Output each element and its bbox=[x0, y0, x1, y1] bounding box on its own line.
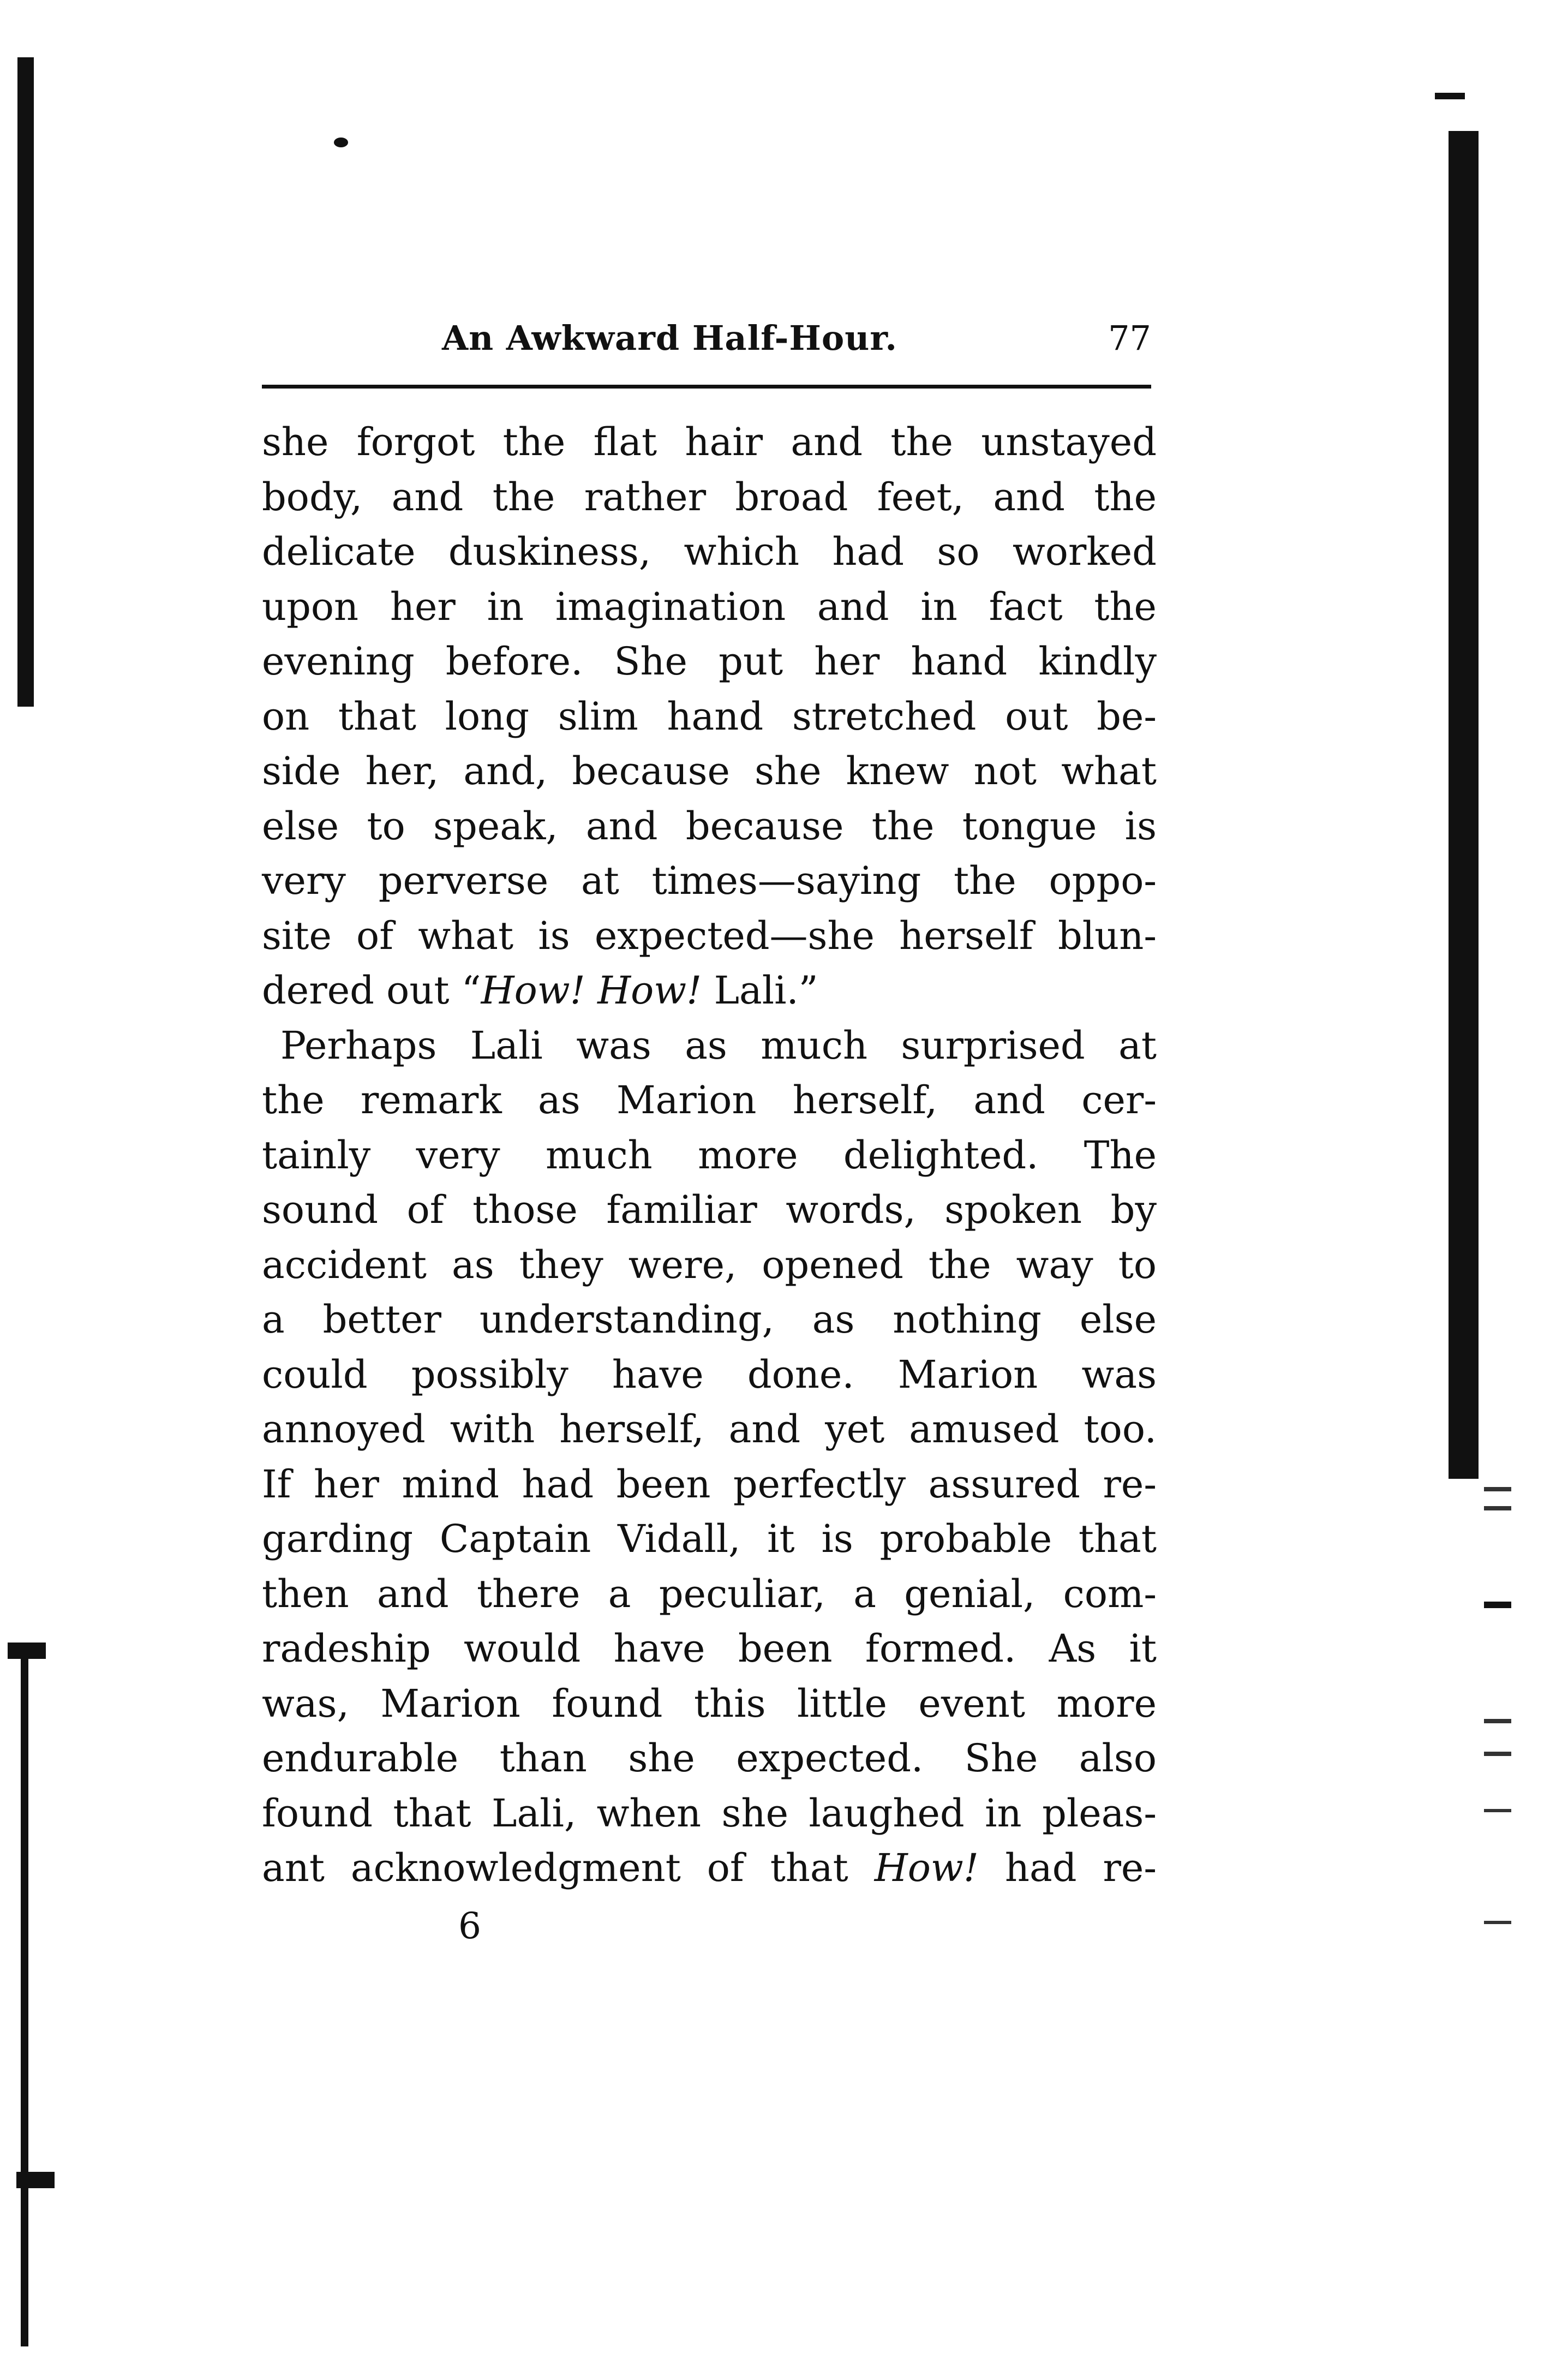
text-line: If her mind had been perfectly assured re- bbox=[262, 1461, 1157, 1507]
text-line: site of what is expected—she herself blun- bbox=[262, 913, 1157, 958]
text-line: a better understanding, as nothing else bbox=[262, 1297, 1157, 1342]
text-line: could possibly have done. Marion was bbox=[262, 1352, 1157, 1397]
italic-quotation: How! How! bbox=[481, 968, 702, 1013]
text-line: then and there a peculiar, a genial, com- bbox=[262, 1571, 1157, 1616]
text-line: endurable than she expected. She also bbox=[262, 1736, 1157, 1781]
right-margin-scan-dash bbox=[1484, 1752, 1511, 1756]
text-segment: dered out “ bbox=[262, 968, 481, 1013]
text-line bbox=[262, 1841, 1157, 1896]
running-head bbox=[262, 311, 1151, 371]
right-margin-scan-dash bbox=[1484, 1921, 1511, 1924]
text-line: accident as they were, opened the way to bbox=[262, 1242, 1157, 1287]
right-margin-scan-bar bbox=[1449, 131, 1479, 1479]
text-line: side her, and, because she knew not what bbox=[262, 749, 1157, 793]
text-line: annoyed with herself, and yet amused too. bbox=[262, 1407, 1157, 1452]
left-margin-scan-bar-lower bbox=[21, 1643, 28, 2346]
paragraph bbox=[262, 1018, 1157, 1896]
paragraph bbox=[262, 415, 1157, 1018]
text-line bbox=[262, 963, 1157, 1018]
text-segment: Lali.” bbox=[702, 968, 818, 1013]
ink-blot bbox=[334, 138, 348, 147]
text-line: body, and the rather broad feet, and the bbox=[262, 474, 1157, 519]
text-line: sound of those familiar words, spoken by bbox=[262, 1187, 1157, 1232]
text-line: radeship would have been formed. As it bbox=[262, 1626, 1157, 1671]
text-line: Perhaps Lali was as much surprised at bbox=[280, 1023, 1157, 1068]
text-line: delicate duskiness, which had so worked bbox=[262, 529, 1157, 574]
text-segment: ant acknowledgment of that bbox=[262, 1846, 875, 1890]
right-margin-scan-dash bbox=[1484, 1487, 1511, 1491]
left-margin-scan-bar bbox=[17, 57, 34, 707]
right-margin-scan-dash bbox=[1484, 1719, 1511, 1723]
text-line: the remark as Marion herself, and cer- bbox=[262, 1078, 1157, 1122]
right-margin-scan-dash bbox=[1484, 1602, 1511, 1608]
left-margin-scan-tick bbox=[8, 1643, 46, 1659]
text-line: upon her in imagination and in fact the bbox=[262, 584, 1157, 629]
text-line: tainly very much more delighted. The bbox=[262, 1132, 1157, 1178]
text-line: was, Marion found this little event more bbox=[262, 1681, 1157, 1726]
italic-quotation: How! bbox=[874, 1846, 979, 1890]
text-line: else to speak, and because the tongue is bbox=[262, 803, 1157, 849]
header-rule bbox=[262, 385, 1151, 389]
body-text bbox=[262, 415, 1157, 1896]
text-line: she forgot the flat hair and the unstayed bbox=[262, 420, 1157, 464]
page-number: 77 bbox=[1108, 318, 1151, 358]
text-line: on that long slim hand stretched out be- bbox=[262, 694, 1157, 739]
text-segment: had re- bbox=[978, 1846, 1157, 1890]
right-margin-scan-dash bbox=[1484, 1809, 1511, 1812]
text-line: evening before. She put her hand kindly bbox=[262, 639, 1157, 684]
text-line: very perverse at times—saying the oppo- bbox=[262, 858, 1157, 903]
left-margin-scan-tick-lower bbox=[16, 2172, 55, 2188]
right-margin-scan-dash bbox=[1484, 1506, 1511, 1510]
text-line: garding Captain Vidall, it is probable that bbox=[262, 1516, 1157, 1561]
signature-mark: 6 bbox=[458, 1905, 481, 1947]
right-margin-scan-dash bbox=[1435, 93, 1465, 99]
text-line: found that Lali, when she laughed in pleas- bbox=[262, 1790, 1157, 1836]
running-title: An Awkward Half-Hour. bbox=[442, 318, 897, 358]
